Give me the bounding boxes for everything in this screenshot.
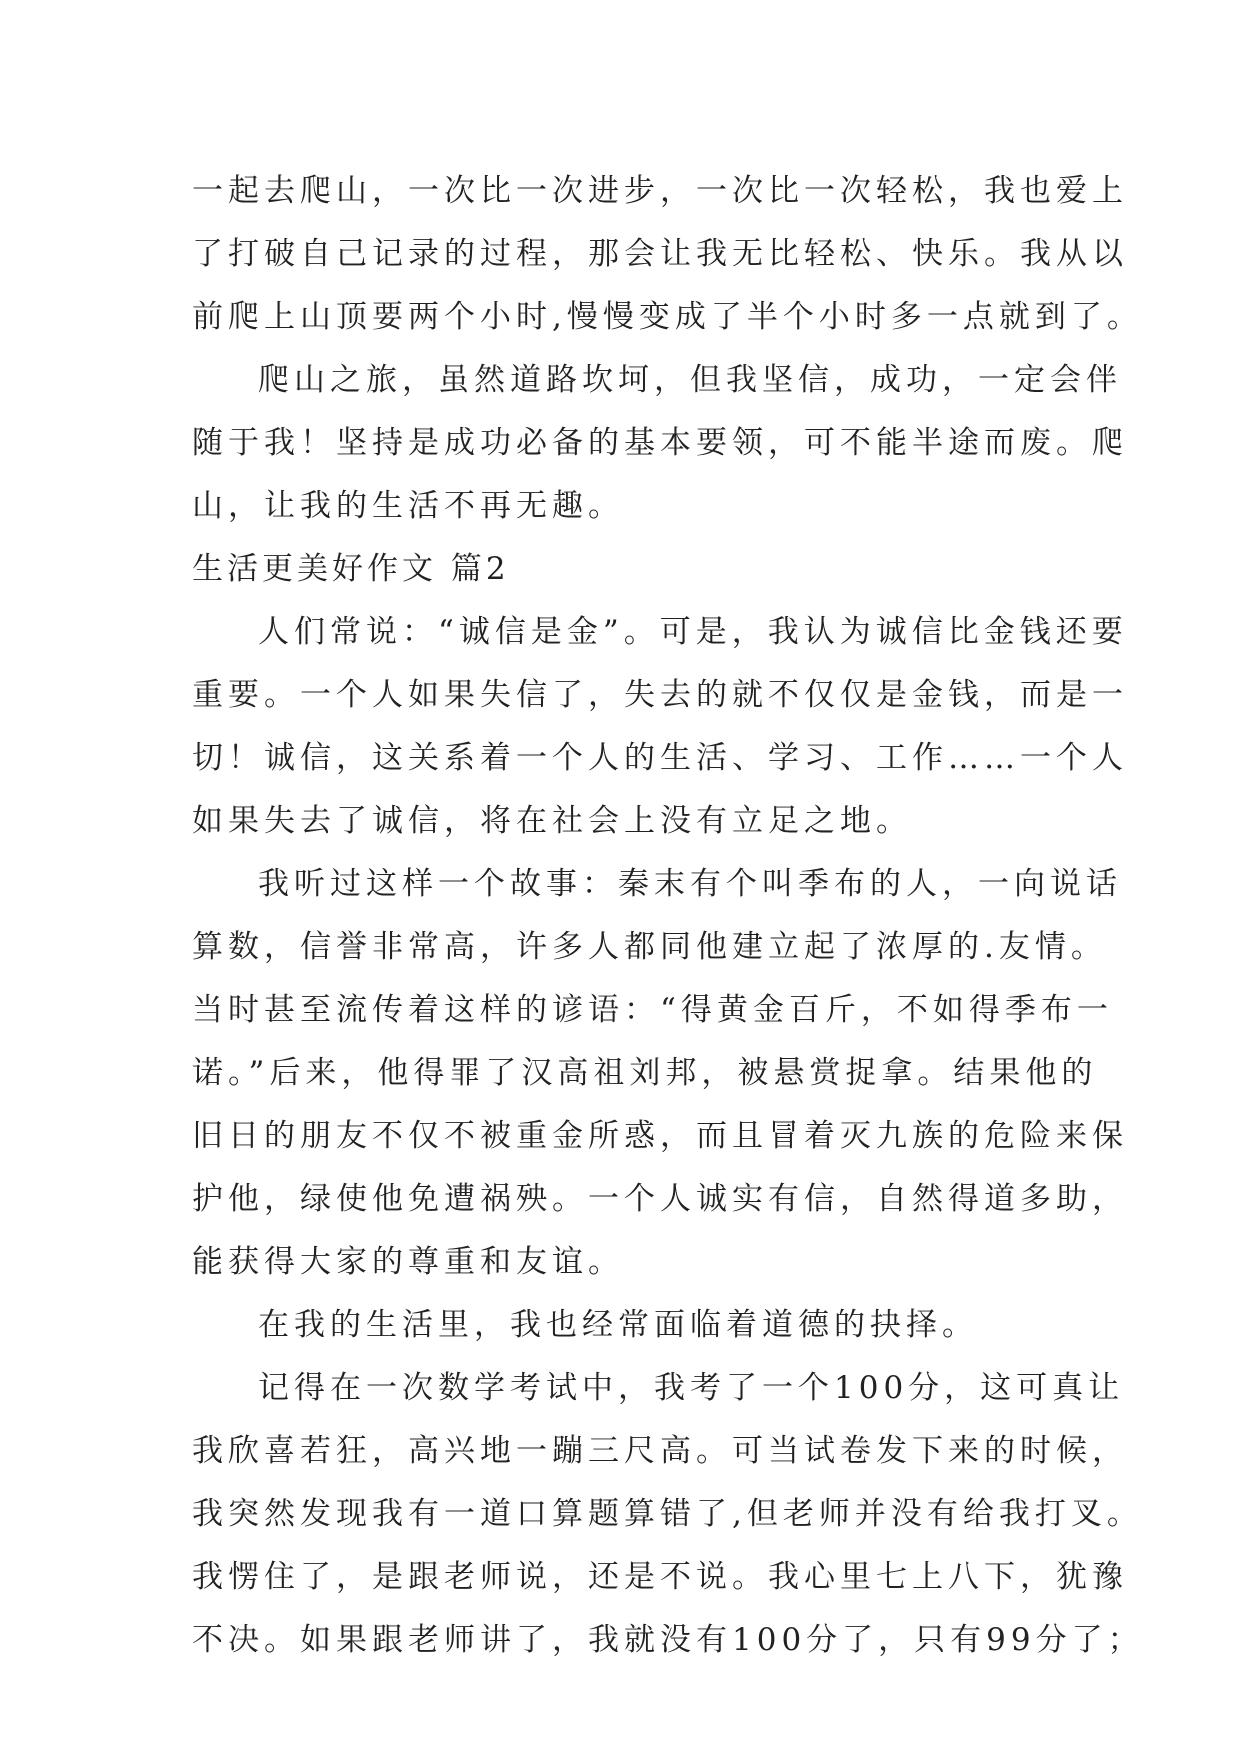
text-line: 旧日的朋友不仅不被重金所惑，而且冒着灭九族的危险来保 [192, 1118, 1128, 1154]
text-line: 随于我！坚持是成功必备的基本要领，可不能半途而废。爬 [192, 425, 1128, 461]
paragraph-first-line: 记得在一次数学考试中，我考了一个100分，这可真让 [258, 1370, 1125, 1406]
text-line: 当时甚至流传着这样的谚语：“得黄金百斤，不如得季布一 [192, 992, 1113, 1028]
text-line: 了打破自己记录的过程，那会让我无比轻松、快乐。我从以 [192, 236, 1128, 272]
section-heading: 生活更美好作文 篇2 [192, 551, 510, 587]
text-line: 重要。一个人如果失信了，失去的就不仅仅是金钱，而是一 [192, 677, 1128, 713]
text-line: 如果失去了诚信，将在社会上没有立足之地。 [192, 803, 912, 839]
text-line: 前爬上山顶要两个小时,慢慢变成了半个小时多一点就到了。 [192, 299, 1143, 335]
paragraph-first-line: 人们常说：“诚信是金”。可是，我认为诚信比金钱还要 [258, 614, 1128, 650]
paragraph-first-line: 我听过这样一个故事：秦末有个叫季布的人，一向说话 [258, 866, 1122, 902]
text-line: 护他，绿使他免遭祸殃。一个人诚实有信，自然得道多助， [192, 1181, 1128, 1217]
document-body [192, 160, 1144, 1672]
text-line: 我突然发现我有一道口算题算错了,但老师并没有给我打叉。 [192, 1496, 1143, 1532]
text-line: 山，让我的生活不再无趣。 [192, 488, 624, 524]
text-line: 不决。如果跟老师讲了，我就没有100分了，只有99分了； [192, 1622, 1144, 1658]
paragraph-first-line: 爬山之旅，虽然道路坎坷，但我坚信，成功，一定会伴 [258, 362, 1122, 398]
text-line: 我愣住了，是跟老师说，还是不说。我心里七上八下，犹豫 [192, 1559, 1128, 1595]
text-line: 诺。”后来，他得罪了汉高祖刘邦，被悬赏捉拿。结果他的 [192, 1055, 1098, 1091]
text-line: 我欣喜若狂，高兴地一蹦三尺高。可当试卷发下来的时候， [192, 1433, 1128, 1469]
text-line: 一起去爬山，一次比一次进步，一次比一次轻松，我也爱上 [192, 173, 1128, 209]
text-line: 算数，信誉非常高，许多人都同他建立起了浓厚的.友情。 [192, 929, 1107, 965]
paragraph-first-line: 在我的生活里，我也经常面临着道德的抉择。 [258, 1307, 978, 1343]
text-line: 切！诚信，这关系着一个人的生活、学习、工作……一个人 [192, 740, 1128, 776]
text-line: 能获得大家的尊重和友谊。 [192, 1244, 624, 1280]
